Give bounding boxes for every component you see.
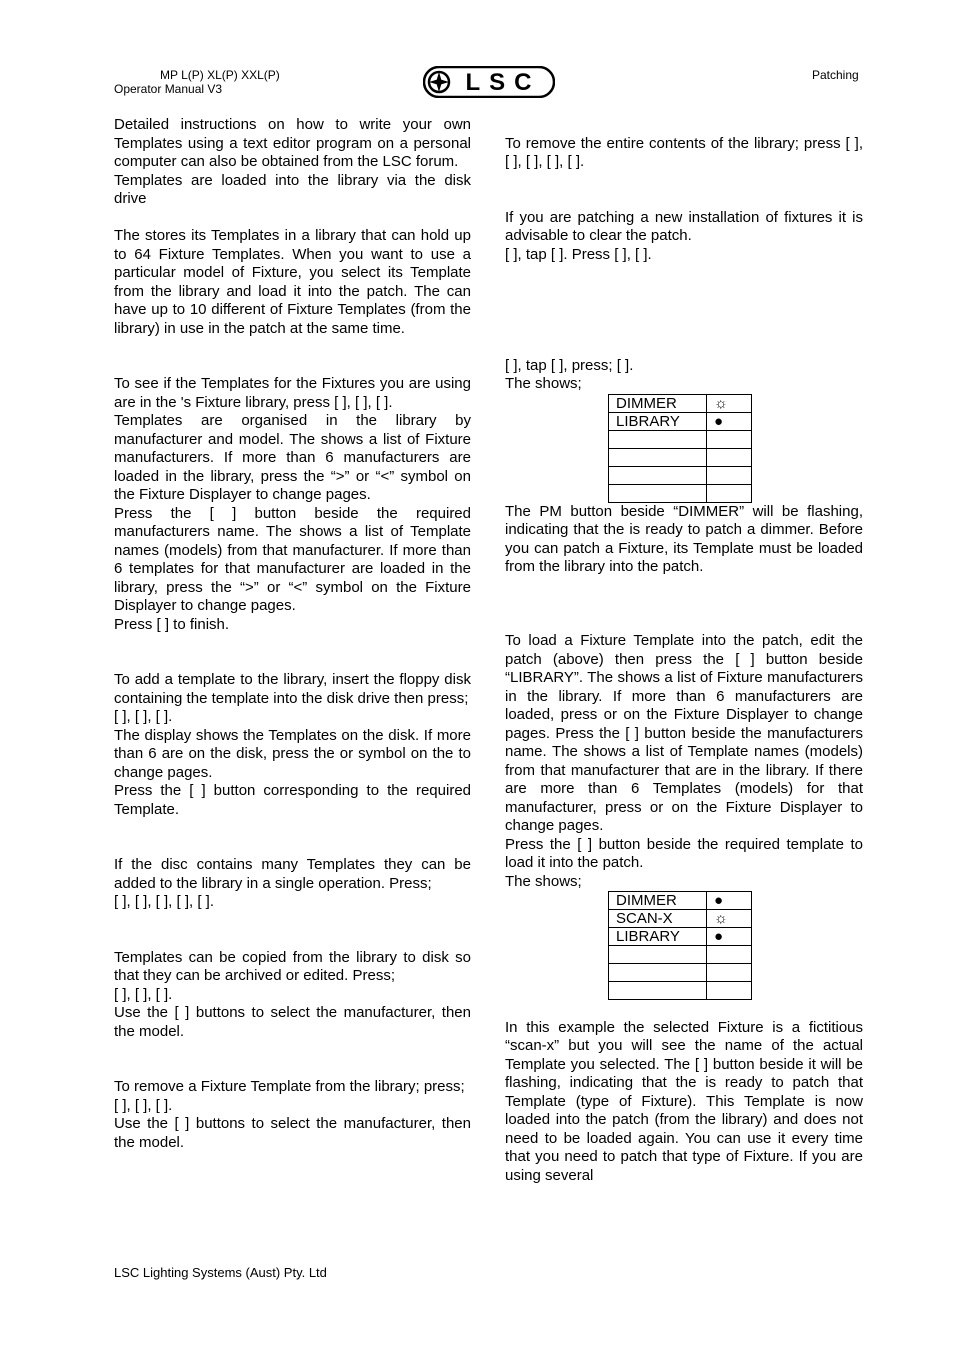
logo-text: LSC	[465, 69, 541, 96]
paragraph: Press the [ ] button beside the required template to load it into the patch.	[505, 835, 863, 871]
table-row	[609, 982, 752, 1000]
display-label	[609, 964, 707, 982]
paragraph: To add a template to the library, insert the floppy disk containing the template into the disk drive then press;	[114, 671, 471, 707]
paragraph: The PM button beside “DIMMER” will be flashing, indicating that the is ready to patch a dimmer. Before you can patch a Fixture, its Template must be loaded from the library into the patch.	[505, 502, 863, 575]
table-row	[609, 412, 752, 430]
display-label	[609, 484, 707, 502]
display-label	[609, 982, 707, 1000]
paragraph: Templates are organised in the library by manufacturer and model. The shows a list of Fixture manufacturers. If more than 6 manufacturers are loaded in the library, press the “>” or “<” symbol on the Fixture Displayer to change pages.	[114, 412, 471, 503]
paragraph: To remove the entire contents of the library; press [ ], [ ], [ ], [ ], [ ].	[505, 134, 863, 170]
display-status: ●	[707, 892, 752, 910]
display-status	[707, 484, 752, 502]
display-label	[609, 448, 707, 466]
paragraph: Use the [ ] buttons to select the manufacturer, then the model.	[114, 1115, 471, 1151]
display-status	[707, 448, 752, 466]
paragraph: To load a Fixture Template into the patch, edit the patch (above) then press the [ ] button beside “LIBRARY”. The shows a list of Fixture manufacturers in the library. If more than 6 manufacturers are loaded, press or on the Fixture Displayer to change pages. Press the [ ] button beside the manufacturers name. The shows a list of Template names (models) from that manufacturer that are in the library. If there are more than 6 Templates (models) for that manufacturer, press or on the Fixture Displayer to change pages.	[505, 632, 863, 834]
table-row	[609, 892, 752, 910]
display-label: LIBRARY	[609, 928, 707, 946]
display-status	[707, 946, 752, 964]
header-manual: Operator Manual V3	[114, 82, 223, 96]
paragraph: Templates are loaded into the library via the disk drive	[114, 171, 471, 207]
paragraph: Use the [ ] buttons to select the manufacturer, then the model.	[114, 1004, 471, 1040]
left-column	[114, 116, 471, 1152]
display-label: SCAN-X	[609, 910, 707, 928]
display-label	[609, 466, 707, 484]
key-sequence: [ ], tap [ ]. Press [ ], [ ].	[505, 245, 652, 263]
header-section: Patching	[812, 68, 859, 82]
footer-company: LSC Lighting Systems (Aust) Pty. Ltd	[114, 1265, 327, 1280]
paragraph: If the disc contains many Templates they can be added to the library in a single operation. Press;	[114, 856, 471, 892]
display-status: ●	[707, 412, 752, 430]
fixture-display-table-1	[608, 394, 752, 503]
paragraph: Press the [ ] button corresponding to the required Template.	[114, 782, 471, 818]
display-label: LIBRARY	[609, 412, 707, 430]
display-status	[707, 430, 752, 448]
key-sequence: [ ], [ ], [ ].	[114, 708, 173, 725]
display-label: DIMMER	[609, 394, 707, 412]
table-row	[609, 430, 752, 448]
table-row	[609, 946, 752, 964]
key-sequence: [ ], [ ], [ ].	[114, 1096, 173, 1114]
display-label	[609, 946, 707, 964]
paragraph: Templates can be copied from the library to disk so that they can be archived or edited. Press;	[114, 948, 471, 984]
paragraph: The stores its Templates in a library that can hold up to 64 Fixture Templates. When you want to use a particular model of Fixture, you select its Template from the library and load it into the patch. The can have up to 10 different of Fixture Templates (from the library) in use in the patch at the same time.	[114, 227, 471, 337]
table-row	[609, 394, 752, 412]
lsc-logo	[423, 66, 555, 98]
key-sequence: [ ], [ ], [ ].	[114, 985, 173, 1003]
table-row	[609, 928, 752, 946]
display-status: ☼	[707, 910, 752, 928]
paragraph: Detailed instructions on how to write your own Templates using a text editor program on a personal computer can also be obtained from the LSC forum.	[114, 116, 471, 170]
key-sequence: [ ], [ ], [ ], [ ], [ ].	[114, 893, 215, 910]
fixture-display-table-2	[608, 891, 752, 1000]
paragraph: The display shows the Templates on the disk. If more than 6 are on the disk, press the or symbol on the to change pages.	[114, 726, 471, 781]
display-status	[707, 466, 752, 484]
display-label	[609, 430, 707, 448]
paragraph: To see if the Templates for the Fixtures you are using are in the 's Fixture library, press [ ], [ ], [ ].	[114, 375, 471, 411]
display-status: ●	[707, 928, 752, 946]
paragraph: The shows;	[505, 375, 582, 392]
display-status: ☼	[707, 394, 752, 412]
table-row	[609, 484, 752, 502]
paragraph: If you are patching a new installation of fixtures it is advisable to clear the patch.	[505, 208, 863, 244]
display-status	[707, 982, 752, 1000]
table-row	[609, 964, 752, 982]
table-row	[609, 466, 752, 484]
paragraph: The shows;	[505, 872, 582, 890]
paragraph: Press [ ] to finish.	[114, 615, 230, 633]
key-sequence: [ ], tap [ ], press; [ ].	[505, 356, 634, 374]
paragraph: To remove a Fixture Template from the library; press;	[114, 1078, 465, 1095]
display-label: DIMMER	[609, 892, 707, 910]
paragraph: In this example the selected Fixture is a fictitious “scan-x” but you will see the name of the actual Template you selected. The [ ] button beside it will be flashing, indicating that the is ready to patch that Template (type of Fixture). This Template is now loaded into the patch (from the library) and does not need to be loaded again. You can use it every time that you need to patch that type of Fixture. If you are using several	[505, 1018, 863, 1184]
table-row	[609, 910, 752, 928]
paragraph: Press the [ ] button beside the required manufacturers name. The shows a list of Template names (models) from that manufacturer. If more than 6 templates for that manufacturer are loaded in the library, press the “>” or “<” symbol on the Fixture Displayer to change pages.	[114, 504, 471, 614]
right-column	[505, 116, 863, 1185]
display-status	[707, 964, 752, 982]
header-model: MP L(P) XL(P) XXL(P)	[160, 68, 280, 82]
table-row	[609, 448, 752, 466]
